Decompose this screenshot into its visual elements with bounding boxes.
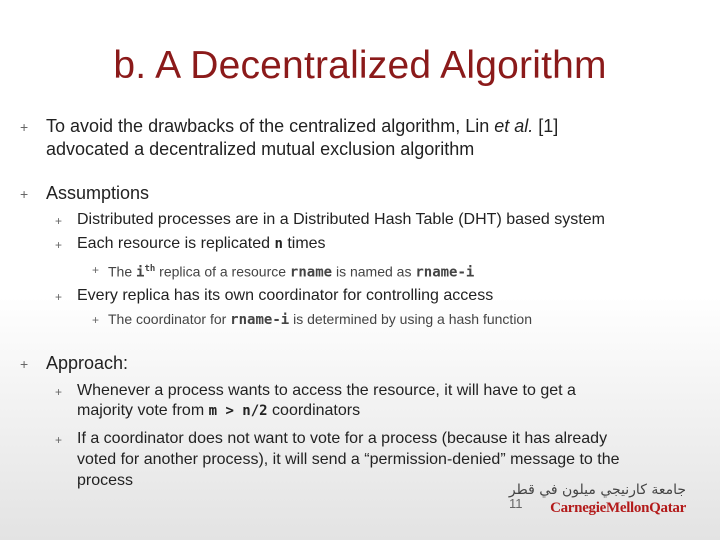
bullet-text: [1]	[533, 116, 559, 136]
logo-english-text: CarnegieMellonQatar	[550, 500, 686, 516]
superscript: th	[144, 264, 156, 274]
bullet-text: Whenever a process wants to access the resource, it will have to get a	[77, 382, 576, 399]
code-text: rname-i	[415, 264, 475, 281]
bullet-text: process	[77, 472, 134, 489]
bullet-text: Approach:	[46, 353, 129, 373]
bullet-text: Each resource is replicated	[77, 235, 275, 252]
bullet-text: Every replica has its own coordinator for controlling access	[77, 287, 494, 304]
bullet-text: Assumptions	[46, 183, 150, 203]
plus-bullet-icon: +	[55, 433, 63, 447]
bullet-text: is determined by using a hash function	[289, 311, 532, 327]
bullet-text: If a coordinator does not want to vote for a process (because it has already	[77, 430, 608, 447]
logo-arabic-text: جامعة كارنيجي ميلون في قطر	[508, 482, 686, 498]
plus-bullet-icon: +	[20, 356, 29, 372]
plus-bullet-icon: +	[20, 119, 29, 135]
bullet-text: replica of a resource	[155, 263, 290, 280]
slide-title: b. A Decentralized Algorithm	[113, 44, 607, 87]
bullet-text: majority vote from	[77, 402, 209, 419]
bullet-text: The coordinator for	[108, 311, 231, 327]
bullet-text: To avoid the drawbacks of the centralized algorithm, Lin	[46, 116, 495, 136]
bullet-text: is named as	[332, 263, 416, 280]
plus-bullet-icon: +	[55, 238, 63, 252]
code-text: rname	[289, 264, 333, 281]
code-text: i	[136, 264, 145, 281]
plus-bullet-icon: +	[20, 186, 29, 202]
code-text: n	[274, 236, 283, 252]
bullet-text: times	[282, 235, 326, 252]
page-number: 11	[509, 496, 523, 511]
bullet-text: coordinators	[267, 402, 361, 419]
plus-bullet-icon: +	[92, 263, 100, 277]
plus-bullet-icon: +	[55, 385, 63, 399]
bullet-text: voted for another process), it will send a “permission-denied” message to the	[77, 451, 620, 468]
code-text: rname-i	[230, 312, 290, 328]
code-text: m > n/2	[208, 403, 268, 419]
plus-bullet-icon: +	[55, 214, 63, 228]
bullet-text: The	[108, 263, 137, 280]
bullet-text: advocated a decentralized mutual exclusion algorithm	[46, 139, 475, 159]
plus-bullet-icon: +	[55, 290, 63, 304]
plus-bullet-icon: +	[92, 313, 100, 327]
bullet-emphasis: et al.	[494, 116, 534, 136]
bullet-text: Distributed processes are in a Distributed Hash Table (DHT) based system	[77, 211, 605, 228]
